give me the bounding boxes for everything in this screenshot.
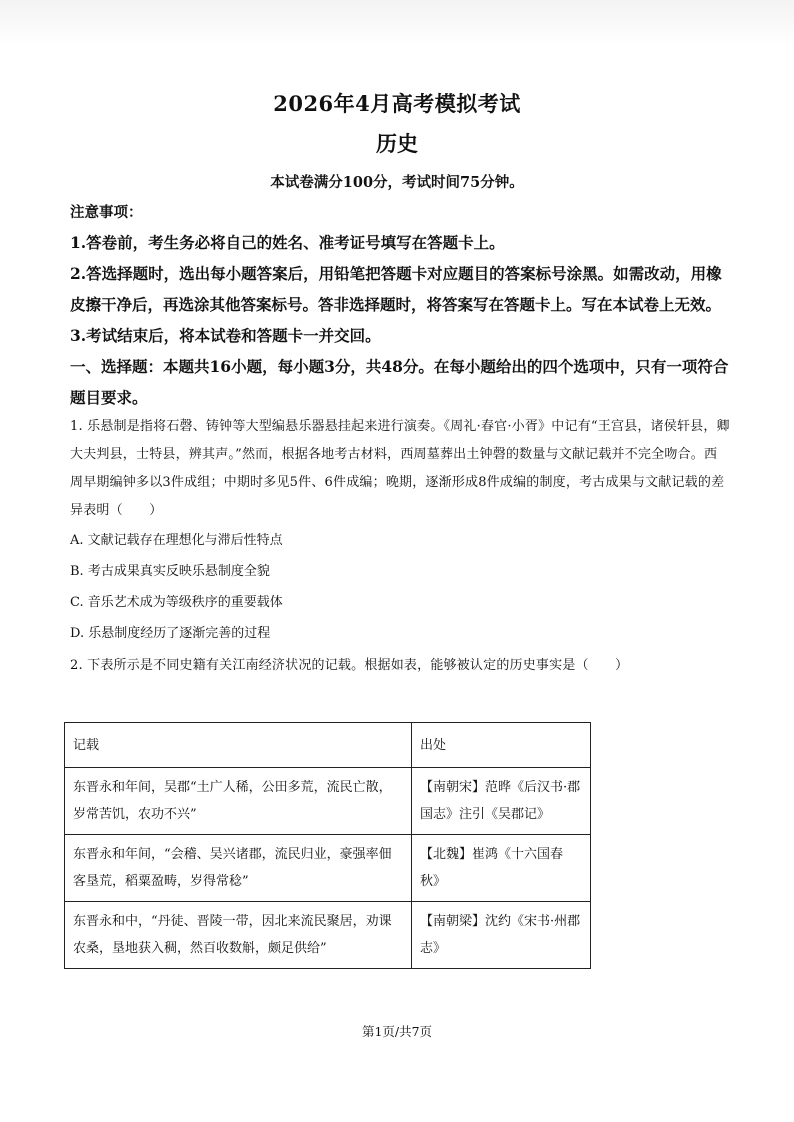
question-2-table xyxy=(64,722,591,969)
table-cell-source: 【南朝宋】范晔《后汉书·郡国志》注引《吴郡记》 xyxy=(412,768,591,835)
subject-title: 历史 xyxy=(376,131,418,156)
table-row xyxy=(65,835,591,902)
notice-item: 2.答选择题时，选出每小题答案后，用铅笔把答题卡对应题目的答案标号涂黑。如需改动，用橡皮擦干净后，再选涂其他答案标号。答非选择题时，将答案写在答题卡上。写在本试卷上无效。 xyxy=(70,264,722,314)
notice-item: 1.答卷前，考生务必将自己的姓名、准考证号填写在答题卡上。 xyxy=(70,233,505,252)
table-row xyxy=(65,768,591,835)
table-cell-source: 【南朝梁】沈约《宋书·州郡志》 xyxy=(412,902,591,969)
notice-item: 3.考试结束后，将本试卷和答题卡一并交回。 xyxy=(70,326,381,345)
question-1-option-a: A. 文献记载存在理想化与滞后性特点 xyxy=(70,533,283,548)
scan-edge xyxy=(0,0,794,46)
question-2-stem: 2. 下表所示是不同史籍有关江南经济状况的记载。根据如表，能够被认定的历史事实是（ ） xyxy=(70,658,629,673)
table-header-row xyxy=(65,723,591,768)
page-number: 第1页/共7页 xyxy=(361,1024,433,1039)
question-1-option-b: B. 考古成果真实反映乐悬制度全貌 xyxy=(70,564,270,579)
exam-info: 本试卷满分100分，考试时间75分钟。 xyxy=(270,174,524,191)
table-cell-record: 东晋永和年间，“会稽、吴兴诸郡，流民归业，豪强率佃客垦荒，稻粟盈畴，岁得常稔” xyxy=(65,835,412,902)
table-row xyxy=(65,902,591,969)
table-cell-record: 东晋永和中，“丹徒、晋陵一带，因北来流民聚居，劝课农桑，垦地获入稠，然百收数斛，颇足供给” xyxy=(65,902,412,969)
table-header-record: 记载 xyxy=(65,723,412,768)
notice-heading: 注意事项： xyxy=(70,204,143,221)
table-header-source: 出处 xyxy=(412,723,591,768)
question-1-option-d: D. 乐悬制度经历了逐渐完善的过程 xyxy=(70,626,271,641)
exam-title: 2026年4月高考模拟考试 xyxy=(273,91,521,116)
question-1-stem: 1. 乐悬制是指将石磬、铸钟等大型编悬乐器悬挂起来进行演奏。《周礼·春官·小胥》中记有“王宫县，诸侯轩县，卿大夫判县，士特县，辨其声。”然而，根据各地考古材料，西周墓葬出土钟磬的数量与文献记载并不完全吻合。西周早期编钟多以3件成组；中期时多见5件、6件成编；晚期，逐渐形成8件成编的制度，考古成果与文献记载的差异表明（ ） xyxy=(70,419,730,518)
question-1-option-c: C. 音乐艺术成为等级秩序的重要载体 xyxy=(70,595,283,610)
table-cell-record: 东晋永和年间，吴郡“土广人稀，公田多荒，流民亡散，岁常苦饥，农功不兴” xyxy=(65,768,412,835)
exam-content xyxy=(70,199,730,680)
table-cell-source: 【北魏】崔鸿《十六国春秋》 xyxy=(412,835,591,902)
section-heading: 一、选择题：本题共16小题，每小题3分，共48分。在每小题给出的四个选项中，只有一项符合题目要求。 xyxy=(70,357,729,407)
